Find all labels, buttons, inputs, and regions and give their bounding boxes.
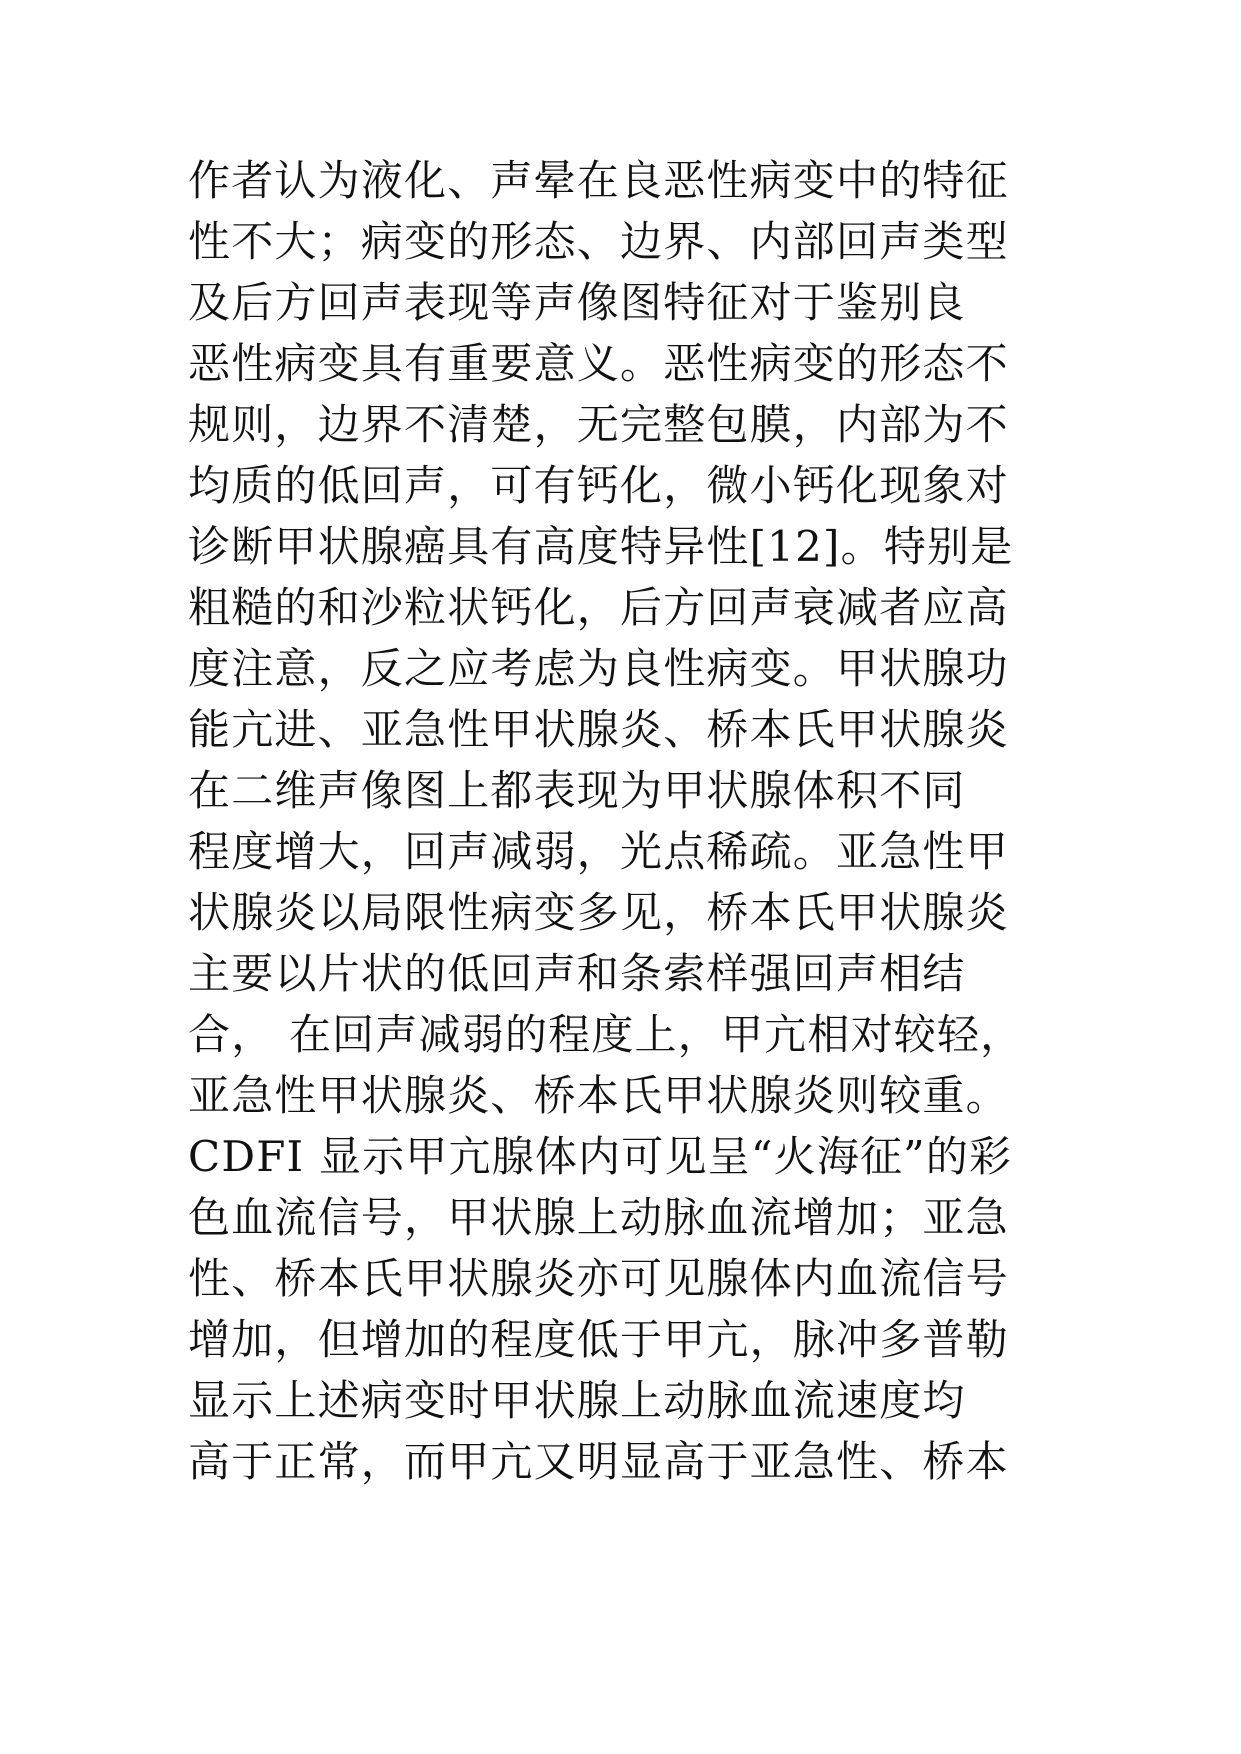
text-line: 粗糙的和沙粒状钙化，后方回声衰减者应高 <box>188 583 1009 632</box>
text-line: 规则，边界不清楚，无完整包膜，内部为不 <box>188 400 1009 449</box>
text-line: 合， 在回声减弱的程度上，甲亢相对较轻， <box>188 1010 1024 1059</box>
text-line: 主要以片状的低回声和条索样强回声相结 <box>188 949 966 998</box>
text-line: 度注意，反之应考虑为良性病变。甲状腺功 <box>188 644 1009 693</box>
text-line: 诊断甲状腺癌具有高度特异性[12]。特别是 <box>188 522 1014 571</box>
text-line: 增加，但增加的程度低于甲亢，脉冲多普勒 <box>188 1315 1009 1364</box>
text-line: 亚急性甲状腺炎、桥本氏甲状腺炎则较重。 <box>188 1071 1009 1120</box>
text-line: CDFI 显示甲亢腺体内可见呈“火海征”的彩 <box>188 1132 1013 1181</box>
text-line: 在二维声像图上都表现为甲状腺体积不同 <box>188 766 966 815</box>
text-line: 及后方回声表现等声像图特征对于鉴别良 <box>188 278 966 327</box>
text-line: 性、桥本氏甲状腺炎亦可见腺体内血流信号 <box>188 1254 1009 1303</box>
text-line: 程度增大，回声减弱，光点稀疏。亚急性甲 <box>188 827 1009 876</box>
text-line: 状腺炎以局限性病变多见，桥本氏甲状腺炎 <box>188 888 1009 937</box>
text-line: 能亢进、亚急性甲状腺炎、桥本氏甲状腺炎 <box>188 705 1009 754</box>
text-line: 性不大；病变的形态、边界、内部回声类型 <box>188 217 1009 266</box>
text-line: 均质的低回声，可有钙化，微小钙化现象对 <box>188 461 1009 510</box>
text-line: 作者认为液化、声晕在良恶性病变中的特征 <box>188 156 1009 205</box>
text-line: 恶性病变具有重要意义。恶性病变的形态不 <box>188 339 1009 388</box>
body-text <box>188 150 1088 1492</box>
text-line: 色血流信号，甲状腺上动脉血流增加；亚急 <box>188 1193 1009 1242</box>
text-line: 显示上述病变时甲状腺上动脉血流速度均 <box>188 1376 966 1425</box>
text-line: 高于正常，而甲亢又明显高于亚急性、桥本 <box>188 1437 1009 1486</box>
